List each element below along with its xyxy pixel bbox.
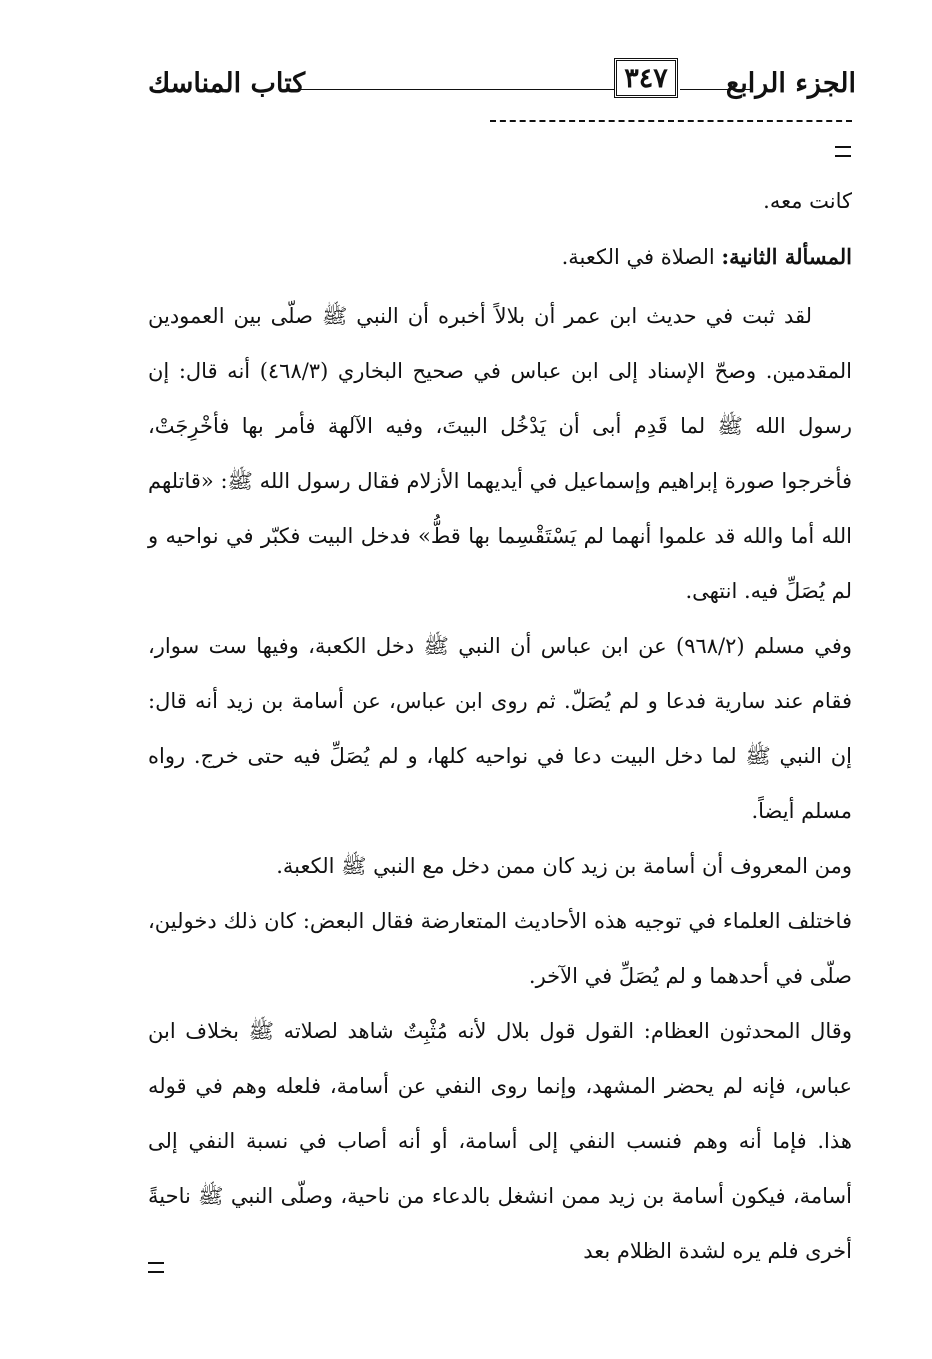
issue-label: المسألة الثانية: [721,244,852,269]
section-heading [148,229,852,285]
issue-title: الصلاة في الكعبة. [561,245,722,269]
running-header [148,58,856,106]
continuation-mark-bottom [148,1262,164,1273]
paragraph: وقال المحدثون العظام: القول قول بلال لأنه مُثْبِتٌ شاهد لصلاته ﷺ بخلاف ابن عباس، فإنه لم يحضر المشهد، وإنما روى النفي عن أسامة، فلعله وهم في قوله هذا. فإما أنه وهم فنسب النفي إلى أسامة، أو أنه أصاب في نسبة النفي إلى أسامة، فيكون أسامة بن زيد ممن انشغل بالدعاء من ناحية، وصلّى النبي ﷺ ناحيةً أخرى فلم يره لشدة الظلام بعد [148,1019,852,1263]
continuation-mark-top [835,146,851,157]
continuation-dashes [490,120,852,122]
paragraph: كانت معه. [763,189,852,213]
page-body [148,174,852,1279]
header-rule-left [286,89,614,90]
paragraph: وفي مسلم (٩٦٨/٢) عن ابن عباس أن النبي ﷺ دخل الكعبة، وفيها ست سوار، فقام عند سارية فدعا و لم يُصَلّ. ثم روى ابن عباس، عن أسامة بن زيد أنه قال: إن النبي ﷺ لما دخل البيت دعا في نواحيه كلها، و لم يُصَلِّ فيه حتى خرج. رواه مسلم أيضاً. [148,634,852,823]
paragraph: فاختلف العلماء في توجيه هذه الأحاديث المتعارضة فقال البعض: كان ذلك دخولين، صلّى في أحدهما و لم يُصَلِّ في الآخر. [148,909,852,988]
page-number: ٣٤٧ [614,58,678,98]
book-title: كتاب المناسك [148,68,306,99]
paragraph: لقد ثبت في حديث ابن عمر أن بلالاً أخبره أن النبي ﷺ صلّى بين العمودين المقدمين. وصحّ الإسناد إلى ابن عباس في صحيح البخاري (٤٦٨/٣) أنه قال: إن رسول الله ﷺ لما قَدِم أبى أن يَدْخُل البيتَ، وفيه الآلهة فأمر بها فأخْرِجَتْ، فأخرجوا صورة إبراهيم وإسماعيل في أيديهما الأزلام فقال رسول الله ﷺ: «قاتلهم الله أما والله قد علموا أنهما لم يَسْتَقْسِما بها قطُّ» فدخل البيت فكبّر في نواحيه و لم يُصَلِّ فيه. انتهى. [148,304,852,603]
part-title: الجزء الرابع [725,68,856,99]
paragraph: ومن المعروف أن أسامة بن زيد كان ممن دخل مع النبي ﷺ الكعبة. [276,854,852,878]
